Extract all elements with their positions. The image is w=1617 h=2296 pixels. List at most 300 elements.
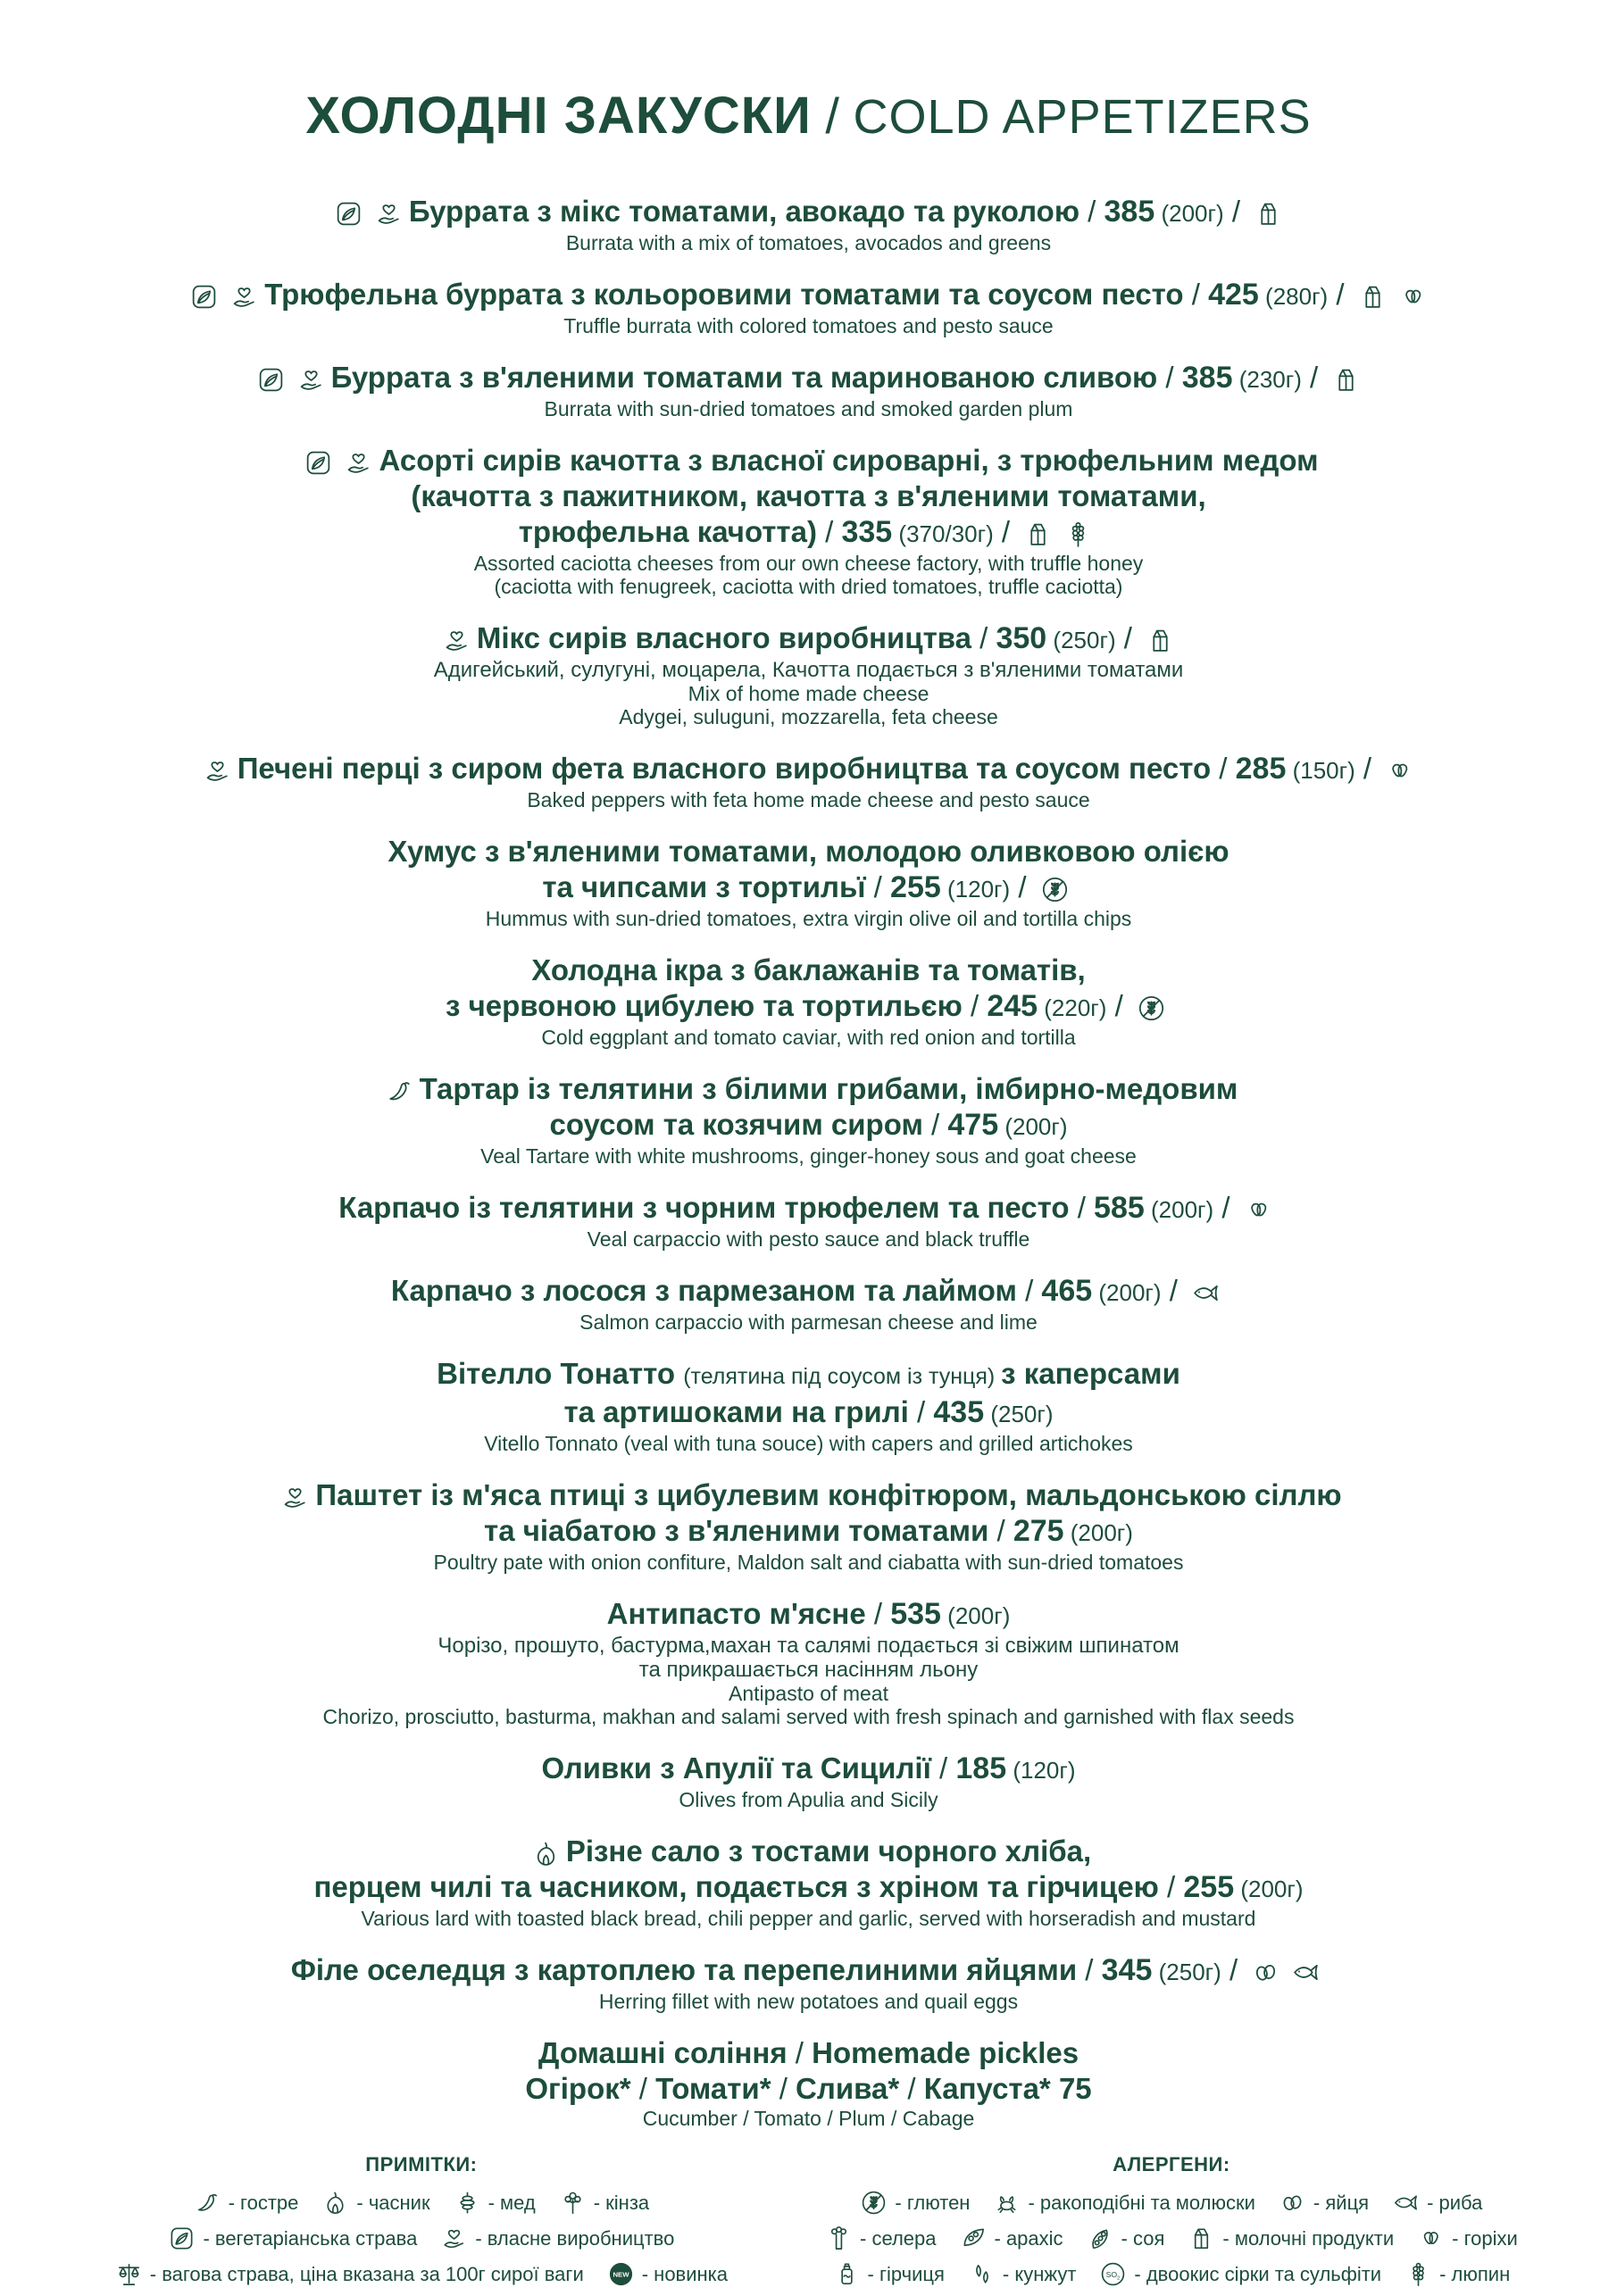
dish-text-weight: (200г): [1154, 200, 1224, 227]
svg-text:2: 2: [1117, 2275, 1121, 2282]
dish-text-price: 335: [841, 515, 893, 549]
dish-text-slash: /: [1183, 278, 1209, 311]
dish-text-weight: (280г): [1258, 283, 1329, 310]
dish-text-ua: Homemade pickles: [812, 2036, 1079, 2069]
dish-text-en: Antipasto of meat: [729, 1682, 888, 1705]
allergens-legend: [766, 2153, 1576, 2296]
menu-item: [77, 2035, 1541, 2130]
dish-text-weight: (200г): [998, 1113, 1068, 1140]
dish-text-slash: /: [922, 1108, 948, 1141]
dish-text-ua: Тартар із телятини з білими грибами, імбирно-медовим: [419, 1072, 1238, 1105]
dish-subtitle: [77, 1634, 1541, 1658]
legend-label: - арахіс: [994, 2226, 1063, 2250]
legend-label: - власне виробництво: [475, 2226, 675, 2250]
legend-label: - горіхи: [1452, 2226, 1518, 2250]
dish-text-en: Chorizo, prosciutto, basturma, makhan and salami served with fresh spinach and garnished with flax seeds: [322, 1705, 1295, 1728]
dish-subtitle: [77, 231, 1541, 254]
dish-text-ua: Асорті сирів качотта з власної сироварні, з трюфельним медом: [379, 444, 1319, 477]
legend-row: [766, 2189, 1576, 2217]
svg-text:SO: SO: [1105, 2269, 1118, 2279]
dish-title-line: [77, 1273, 1541, 1310]
legend-label: - ракоподібні та молюски: [1028, 2191, 1255, 2214]
vegetarian-icon: [168, 2225, 196, 2252]
dish-title-line: [77, 194, 1541, 231]
allergen-legend-item: [825, 2225, 937, 2252]
dish-subtitle: [77, 1682, 1541, 1705]
dish-text-ua: Карпачо з лосося з пармезаном та лаймом: [390, 1274, 1017, 1307]
dish-text-ua: Мікс сирів власного виробництва: [476, 621, 971, 654]
dish-text-en: Veal carpaccio with pesto sauce and black truffle: [587, 1227, 1030, 1251]
dish-text-slash: /: [1115, 621, 1141, 654]
footnotes: [77, 2153, 1577, 2296]
dish-text-price: 185: [955, 1751, 1007, 1785]
dish-text-slash: /: [816, 515, 842, 548]
dish-text-slash: /: [1161, 1274, 1187, 1307]
dish-text-ua: Холодна ікра з баклажанів та томатів,: [531, 953, 1086, 986]
dish-subtitle: [77, 1144, 1541, 1168]
dish-text-en: Burrata with a mix of tomatoes, avocados and greens: [565, 231, 1052, 254]
dish-title-line: [77, 1751, 1541, 1788]
dish-text-ua: Вітелло Тонатто: [437, 1357, 684, 1390]
dish-text-slash: /: [971, 621, 996, 654]
legend-label: - кінза: [593, 2191, 650, 2214]
allergen-legend-item: [1099, 2260, 1381, 2288]
legend-row: [77, 2189, 767, 2217]
dish-subtitle: [77, 552, 1541, 575]
note-legend-item: [440, 2225, 674, 2252]
milk-icon: [1146, 626, 1175, 655]
legend-row: [77, 2260, 767, 2288]
dish-text-weight: (200г): [1063, 1519, 1133, 1546]
dish-title-line: [77, 2035, 1541, 2071]
dish-title-line: [77, 1869, 1541, 1907]
note-legend-item: [559, 2189, 649, 2217]
dish-text-ua: Паштет із м'яса птиці з цибулевим конфітюром, мальдонською сіллю: [315, 1478, 1342, 1511]
dish-text-slash: /: [771, 2072, 796, 2105]
dish-text-price: 385: [1181, 361, 1233, 395]
dish-text-weight: (220г): [1038, 994, 1107, 1021]
dish-text-weight: (250г): [984, 1401, 1054, 1427]
fish-icon: [1291, 1958, 1321, 1987]
dish-text-slash: /: [787, 2036, 813, 2069]
dish-text-en: Burrata with sun-dried tomatoes and smoked garden plum: [544, 397, 1073, 420]
dish-subtitle: [77, 314, 1541, 337]
gluten-icon: [1137, 994, 1166, 1023]
dish-text-ua: трюфельна качотта): [518, 515, 817, 548]
dish-text-slash: /: [1328, 278, 1353, 311]
dish-text-slash: /: [1157, 361, 1182, 394]
vegetarian-icon: [189, 282, 219, 312]
legend-label: - гірчиця: [867, 2262, 945, 2285]
allergen-legend-item: [993, 2189, 1254, 2217]
dish-text-en: Various lard with toasted black bread, chili pepper and garlic, served with horseradish and mustard: [361, 1907, 1256, 1930]
dish-text-price: 475: [947, 1108, 999, 1142]
dish-subtitle: [77, 682, 1541, 705]
dish-subtitle: [77, 658, 1541, 682]
cilantro-icon: [559, 2189, 587, 2217]
dish-title-line: [77, 1952, 1541, 1990]
dish-title-line: [77, 1356, 1541, 1394]
own-production-icon: [442, 626, 471, 655]
dish-text-ua: Огірок*: [525, 2072, 631, 2105]
dish-subtitle: [77, 907, 1541, 930]
dish-text-ua: Домашні соління: [538, 2036, 788, 2069]
menu-item: [77, 443, 1541, 598]
dish-text-en: Mix of home made cheese: [688, 682, 929, 705]
dish-text-en: Cucumber / Tomato / Plum / Cabage: [642, 2107, 975, 2130]
milk-icon: [1254, 199, 1283, 229]
dish-subtitle: [77, 1551, 1541, 1574]
dish-text-en: Salmon carpaccio with parmesan cheese and lime: [579, 1310, 1038, 1334]
legend-label: - яйця: [1313, 2191, 1370, 2214]
dish-text-en: (caciotta with fenugreek, caciotta with dried tomatoes, truffle caciotta): [494, 575, 1123, 598]
dish-text-slash: /: [962, 989, 988, 1022]
dish-text-weight: (230г): [1232, 366, 1302, 393]
dish-title-line: [77, 1107, 1541, 1144]
dish-text-ua: з каперсами: [1001, 1357, 1180, 1390]
menu-item: [77, 1751, 1541, 1811]
own-production-icon: [280, 1483, 310, 1512]
dish-text-en: Hummus with sun-dried tomatoes, extra virgin olive oil and tortilla chips: [485, 907, 1132, 930]
dish-subtitle: [77, 1432, 1541, 1455]
menu-item: [77, 620, 1541, 728]
lupin-icon: [1063, 520, 1093, 549]
dish-text-ua: Філе оселедця з картоплею та перепелиними яйцями: [290, 1953, 1078, 1986]
allergen-legend-item: [860, 2189, 970, 2217]
dish-title-line: [77, 1513, 1541, 1551]
dish-text-slash: /: [1213, 1191, 1238, 1224]
dish-text-ua: Печені перці з сиром фета власного виробництва та соусом песто: [237, 752, 1212, 785]
so2-icon: [1099, 2260, 1127, 2288]
dish-text-weight: (200г): [1092, 1279, 1162, 1306]
dish-text-slash: /: [1221, 1953, 1246, 1986]
allergen-legend-item: [968, 2260, 1077, 2288]
dish-text-ua: Слива*: [796, 2072, 900, 2105]
menu-item: [77, 277, 1541, 337]
allergen-legend-item: [1392, 2189, 1482, 2217]
dish-text-slash: /: [630, 2072, 656, 2105]
allergen-legend-item: [1188, 2225, 1394, 2252]
dish-title-line: [77, 1477, 1541, 1513]
note-legend-item: [321, 2189, 429, 2217]
dish-title-line: [77, 478, 1541, 514]
dish-text-en: Olives from Apulia and Sicily: [679, 1788, 938, 1811]
menu-item: [77, 751, 1541, 811]
dish-subtitle: [77, 1788, 1541, 1811]
dish-text-ua: перцем чилі та часником, подається з хріном та гірчицею: [313, 1870, 1159, 1903]
dish-text-ua: Хумус з в'яленими томатами, молодою оливковою олією: [388, 835, 1229, 868]
dish-text-weight: (150г): [1286, 757, 1355, 784]
dish-text-ua: та чіабатою з в'яленими томатами: [484, 1514, 989, 1547]
legend-label: - риба: [1427, 2191, 1483, 2214]
allergen-legend-item: [1417, 2225, 1518, 2252]
milk-icon: [1188, 2225, 1215, 2252]
dish-text-weight: (120г): [1006, 1757, 1076, 1784]
dish-text-slash: /: [1301, 361, 1327, 394]
menu-item: [77, 194, 1541, 254]
dish-subtitle: [77, 1310, 1541, 1334]
dish-text-uanote: (телятина під соусом із тунця): [683, 1364, 1002, 1389]
dish-title-line: [77, 1394, 1541, 1432]
milk-icon: [1331, 365, 1361, 395]
legend-label: - новинка: [641, 2262, 729, 2285]
page-title-ua: ХОЛОДНІ ЗАКУСКИ: [305, 87, 812, 145]
dish-title-line: [77, 620, 1541, 658]
dish-text-ua: Томати*: [655, 2072, 771, 2105]
legend-label: - двоокис сірки та сульфіти: [1134, 2262, 1382, 2285]
dish-text-slash: /: [930, 1751, 956, 1784]
dish-text-slash: /: [865, 1597, 891, 1630]
allergen-legend-item: [833, 2260, 945, 2288]
dish-text-en: Baked peppers with feta home made cheese and pesto sauce: [527, 788, 1090, 811]
nuts-icon: [1385, 756, 1414, 786]
note-legend-item: [607, 2260, 728, 2288]
dish-title-line: [77, 834, 1541, 869]
legend-label: - соя: [1121, 2226, 1165, 2250]
menu-item: [77, 1356, 1541, 1455]
vegetarian-icon: [256, 365, 286, 395]
dish-title-line: [77, 751, 1541, 788]
page-title: [77, 86, 1541, 146]
legend-row: [77, 2225, 767, 2252]
spicy-icon: [194, 2189, 221, 2217]
allergens-title: АЛЕРГЕНИ:: [1113, 2153, 1230, 2175]
page-title-en: COLD APPETIZERS: [853, 90, 1312, 144]
dish-subtitle: [77, 397, 1541, 420]
spicy-icon: [385, 1077, 414, 1106]
dish-text-price: 350: [996, 621, 1047, 655]
dish-text-price: 435: [933, 1395, 985, 1429]
dish-text-slash: /: [1211, 752, 1236, 785]
dish-text-ua: Карпачо із телятини з чорним трюфелем та песто: [338, 1191, 1070, 1224]
menu-item: [77, 834, 1541, 930]
dish-text-slash: /: [1077, 1953, 1102, 1986]
dish-text-price: 255: [890, 870, 941, 904]
legend-label: - вегетаріанська страва: [203, 2226, 418, 2250]
legend-label: - молочні продукти: [1222, 2226, 1395, 2250]
sesame-icon: [968, 2260, 996, 2288]
dish-text-slash: /: [1223, 195, 1249, 228]
dish-text-weight: (370/30г): [892, 520, 994, 547]
dish-subtitle: [77, 788, 1541, 811]
honey-icon: [454, 2189, 481, 2217]
milk-icon: [1023, 520, 1053, 549]
dish-text-uasub: та прикрашається насінням льону: [638, 1658, 979, 1682]
dish-text-ua: Антипасто м'ясне: [606, 1597, 866, 1630]
allergen-legend-item: [1279, 2189, 1369, 2217]
allergen-legend-item: [1404, 2260, 1510, 2288]
dish-text-weight: (200г): [1234, 1876, 1304, 1902]
dish-text-weight: (250г): [1152, 1959, 1221, 1985]
dish-text-ua: Капуста*: [923, 2072, 1051, 2105]
lupin-icon: [1404, 2260, 1432, 2288]
dish-text-ua: Різне сало з тостами чорного хліба,: [565, 1834, 1092, 1868]
celery-icon: [825, 2225, 853, 2252]
legend-label: - селера: [860, 2226, 937, 2250]
note-legend-item: [194, 2189, 299, 2217]
milk-icon: [1358, 282, 1388, 312]
dish-text-price: 285: [1235, 752, 1287, 786]
dish-text-price: 385: [1104, 195, 1155, 229]
dish-text-en: Vitello Tonnato (veal with tuna souce) with capers and grilled artichokes: [484, 1432, 1133, 1455]
dish-subtitle: [77, 575, 1541, 598]
own-production-icon: [440, 2225, 468, 2252]
dish-title-line: [77, 1190, 1541, 1227]
dish-text-ua: та артишоками на грилі: [563, 1395, 909, 1428]
dish-text-slash: /: [1069, 1191, 1095, 1224]
dish-title-line: [77, 1071, 1541, 1107]
nuts-icon: [1417, 2225, 1445, 2252]
menu-item: [77, 1952, 1541, 2013]
garlic-icon: [321, 2189, 349, 2217]
dish-text-price: 275: [1013, 1514, 1064, 1548]
legend-label: - гостре: [228, 2191, 299, 2214]
dish-text-slash: /: [1158, 1870, 1184, 1903]
dish-title-line: [77, 443, 1541, 478]
dish-text-en: Adygei, suluguni, mozzarella, feta cheese: [619, 705, 998, 728]
dish-text-price: 255: [1183, 1870, 1235, 1904]
menu-item: [77, 1834, 1541, 1930]
dish-title-line: [77, 869, 1541, 907]
dish-subtitle: [77, 1705, 1541, 1728]
own-production-icon: [374, 199, 404, 229]
dish-title-line: [77, 2071, 1541, 2107]
dish-text-ua: та чипсами з тортильї: [542, 870, 866, 903]
dish-title-line: [77, 514, 1541, 552]
menu-item: [77, 1071, 1541, 1168]
crustaceans-icon: [993, 2189, 1021, 2217]
legend-label: - люпин: [1439, 2262, 1511, 2285]
dish-text-slash: /: [1016, 1274, 1042, 1307]
dish-text-slash: /: [988, 1514, 1013, 1547]
dish-text-price: 245: [987, 989, 1038, 1023]
peanut-icon: [960, 2225, 988, 2252]
dish-subtitle: [77, 2107, 1541, 2130]
legend-label: - вагова страва, ціна вказана за 100г сирої ваги: [149, 2262, 584, 2285]
legend-row: [766, 2225, 1576, 2252]
allergen-legend-item: [1087, 2225, 1165, 2252]
dish-title-line: [77, 277, 1541, 314]
menu-item: [77, 1190, 1541, 1251]
legend-label: - часник: [356, 2191, 430, 2214]
mustard-icon: [833, 2260, 861, 2288]
fish-icon: [1392, 2189, 1420, 2217]
dish-text-slash: /: [1354, 752, 1380, 785]
gluten-icon: [860, 2189, 888, 2217]
dish-text-slash: /: [1106, 989, 1131, 1022]
dish-text-en: Truffle burrata with colored tomatoes and pesto sauce: [563, 314, 1054, 337]
title-separator: /: [811, 87, 854, 144]
dish-subtitle: [77, 705, 1541, 728]
dish-text-weight: (200г): [940, 1602, 1011, 1629]
dish-text-price: 535: [890, 1597, 941, 1631]
dish-text-slash: /: [908, 1395, 934, 1428]
dish-subtitle: [77, 1227, 1541, 1251]
dish-text-ua: Буррата з мікс томатами, авокадо та руколою: [408, 195, 1079, 228]
menu-item: [77, 953, 1541, 1049]
dish-text-en: Assorted caciotta cheeses from our own cheese factory, with truffle honey: [473, 552, 1144, 575]
svg-text:NEW: NEW: [613, 2270, 629, 2279]
dish-subtitle: [77, 1026, 1541, 1049]
garlic-icon: [531, 1839, 561, 1868]
dish-text-price: 465: [1041, 1274, 1093, 1308]
dish-text-ua: Буррата з в'яленими томатами та маринованою сливою: [330, 361, 1158, 394]
menu-list: [77, 194, 1541, 2130]
gluten-icon: [1040, 875, 1070, 904]
scales-icon: [115, 2260, 143, 2288]
menu-item: [77, 1273, 1541, 1334]
dish-subtitle: [77, 1658, 1541, 1682]
dish-title-line: [77, 988, 1541, 1026]
legend-label: - мед: [488, 2191, 536, 2214]
menu-item: [77, 1477, 1541, 1574]
dish-text-ua: Оливки з Апулії та Сицилії: [541, 1751, 931, 1784]
notes-title: ПРИМІТКИ:: [365, 2153, 478, 2175]
allergen-legend-item: [960, 2225, 1063, 2252]
dish-subtitle: [77, 1907, 1541, 1930]
eggs-icon: [1279, 2189, 1306, 2217]
note-legend-item: [168, 2225, 417, 2252]
dish-text-ua: соусом та козячим сиром: [549, 1108, 923, 1141]
dish-text-ua: (качотта з пажитником, качотта з в'яленими томатами,: [411, 479, 1206, 512]
dish-text-slash: /: [1079, 195, 1104, 228]
soy-icon: [1087, 2225, 1114, 2252]
dish-text-price: 425: [1208, 278, 1259, 312]
note-legend-item: [115, 2260, 584, 2288]
dish-title-line: [77, 1834, 1541, 1869]
dish-text-ua: з червоною цибулею та тортильєю: [446, 989, 963, 1022]
dish-title-line: [77, 1596, 1541, 1634]
dish-subtitle: [77, 1990, 1541, 2013]
nuts-icon: [1398, 282, 1428, 312]
legend-row: [766, 2260, 1576, 2288]
own-production-icon: [229, 282, 259, 312]
dish-text-weight: (120г): [940, 876, 1011, 903]
menu-item: [77, 360, 1541, 420]
legend-label: - кунжут: [1002, 2262, 1077, 2285]
dish-text-uasub: Адигейський, сулугуні, моцарела, Качотта подається з в'яленими томатами: [433, 658, 1184, 682]
dish-text-weight: (200г): [1144, 1196, 1214, 1223]
eggs-icon: [1251, 1958, 1280, 1987]
fish-icon: [1191, 1278, 1221, 1308]
dish-text-en: Poultry pate with onion confiture, Maldon salt and ciabatta with sun-dried tomatoes: [433, 1551, 1184, 1574]
dish-text-en: Cold eggplant and tomato caviar, with red onion and tortilla: [541, 1026, 1076, 1049]
dish-title-line: [77, 360, 1541, 397]
dish-text-weight: (250г): [1046, 627, 1116, 653]
dish-text-uasub: Чорізо, прошуто, бастурма,махан та салямі подається зі свіжим шпинатом: [438, 1634, 1179, 1658]
dish-text-price: 345: [1101, 1953, 1153, 1987]
menu-item: [77, 1596, 1541, 1728]
dish-title-line: [77, 953, 1541, 988]
dish-text-en: Herring fillet with new potatoes and quail eggs: [598, 1990, 1019, 2013]
legend-label: - глютен: [895, 2191, 971, 2214]
allergens-rows: [766, 2189, 1576, 2288]
note-legend-item: [454, 2189, 536, 2217]
dish-text-ua: Трюфельна буррата з кольоровими томатами та соусом песто: [264, 278, 1184, 311]
notes-rows: [77, 2189, 767, 2288]
own-production-icon: [296, 365, 326, 395]
dish-text-price: 585: [1094, 1191, 1145, 1225]
notes-legend: [77, 2153, 767, 2296]
new-badge-icon: [607, 2260, 635, 2288]
dish-text-slash: /: [899, 2072, 924, 2105]
dish-text-slash: /: [1010, 870, 1035, 903]
own-production-icon: [203, 756, 232, 786]
vegetarian-icon: [334, 199, 363, 229]
dish-text-ua: 75: [1050, 2072, 1092, 2105]
dish-text-slash: /: [865, 870, 891, 903]
own-production-icon: [344, 448, 373, 478]
